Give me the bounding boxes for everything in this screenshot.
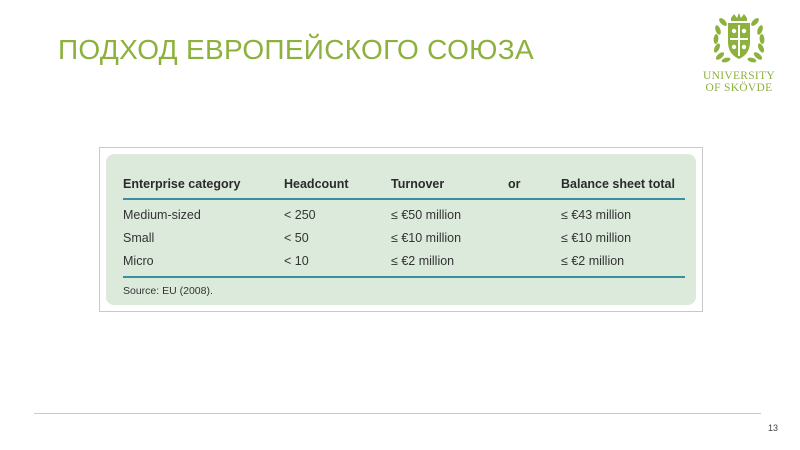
logo-text-line-2: OF SKÖVDE xyxy=(705,82,773,94)
table-cell-turnover: ≤ €10 million xyxy=(391,231,462,245)
table-header-category: Enterprise category xyxy=(123,177,241,191)
logo-text-line-1: UNIVERSITY xyxy=(703,70,775,82)
table-cell-turnover: ≤ €50 million xyxy=(391,208,462,222)
university-logo xyxy=(694,12,784,108)
table-header-or: or xyxy=(508,177,521,191)
table-footer-rule xyxy=(123,276,685,278)
table-cell-balance: ≤ €10 million xyxy=(561,231,632,245)
table-cell-headcount: < 50 xyxy=(284,231,309,245)
table-header-turnover: Turnover xyxy=(391,177,445,191)
slide-title: ПОДХОД ЕВРОПЕЙСКОГО СОЮЗА xyxy=(58,34,534,65)
page-number: 13 xyxy=(767,423,778,433)
table-cell-headcount: < 10 xyxy=(284,254,309,268)
table-header-balance-sheet: Balance sheet total xyxy=(561,177,675,191)
enterprise-table xyxy=(106,154,696,305)
footer-divider xyxy=(34,413,761,414)
enterprise-table-image xyxy=(99,147,703,312)
laurel-wreath-crest-icon xyxy=(712,12,766,70)
table-cell-category: Medium-sized xyxy=(123,208,201,222)
table-cell-category: Micro xyxy=(123,254,154,268)
table-cell-balance: ≤ €43 million xyxy=(561,208,632,222)
table-cell-headcount: < 250 xyxy=(284,208,316,222)
table-cell-balance: ≤ €2 million xyxy=(561,254,625,268)
table-header-headcount: Headcount xyxy=(284,177,349,191)
table-cell-turnover: ≤ €2 million xyxy=(391,254,455,268)
table-cell-category: Small xyxy=(123,231,155,245)
table-header-rule xyxy=(123,198,685,200)
table-source-note: Source: EU (2008). xyxy=(123,285,213,297)
